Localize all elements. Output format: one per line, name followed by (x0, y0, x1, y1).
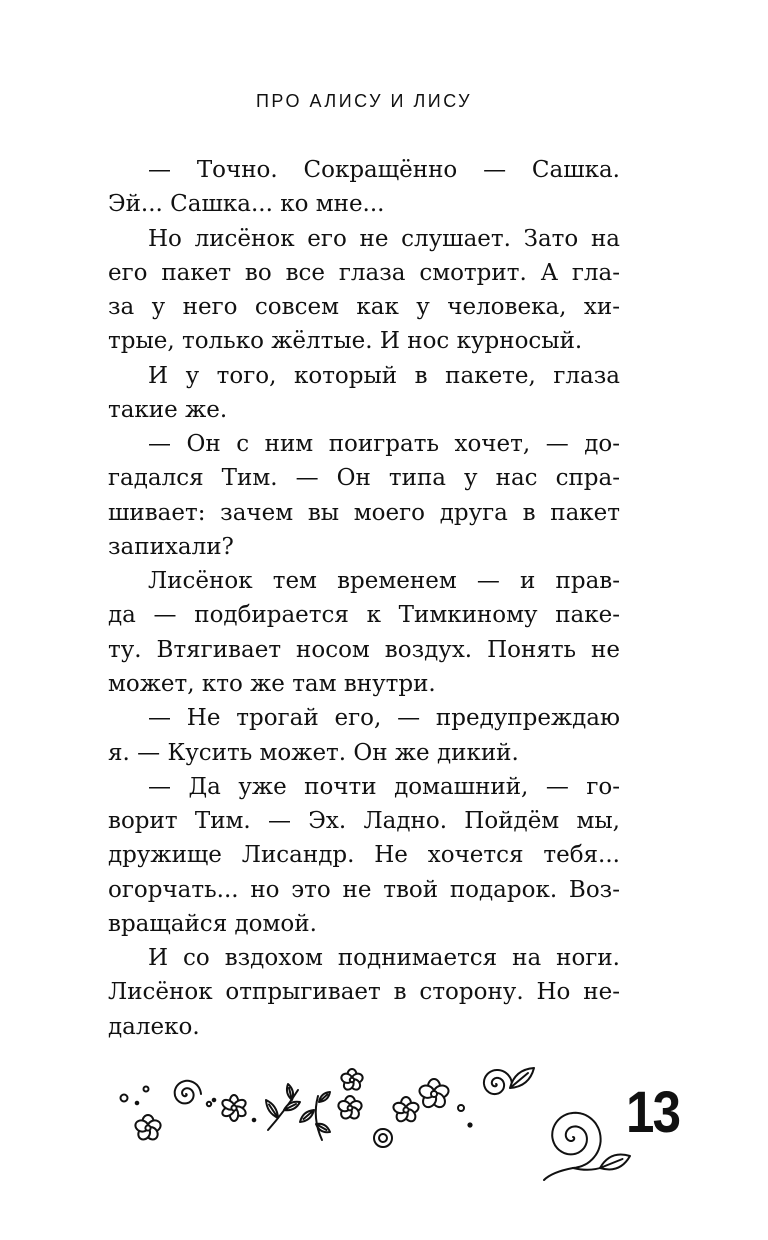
leaf-icon (510, 1068, 534, 1088)
text-line: гадался Тим. — Он типа у нас спра- (108, 465, 620, 492)
text-line: — Не трогай его, — предупреждаю (148, 705, 620, 732)
text-line: запихали? (108, 533, 234, 560)
paragraph (108, 222, 620, 359)
dot-icon (207, 1102, 211, 1106)
text-line: трые, только жёлтые. И нос курносый. (108, 328, 583, 355)
running-header: ПРО АЛИСУ И ЛИСУ (255, 91, 473, 111)
body-text (108, 153, 620, 1044)
text-line: дружище Лисандр. Не хочется тебя... (108, 842, 620, 869)
leaf-icon (300, 1092, 330, 1140)
leaf-icon (266, 1084, 300, 1130)
text-line: Но лисёнок его не слушает. Зато на (148, 225, 620, 252)
text-line: И со вздохом поднимается на ноги. (148, 945, 620, 972)
flower-icon (221, 1095, 248, 1121)
dot-icon (121, 1087, 149, 1105)
paragraph (108, 770, 620, 941)
flower-center (231, 1105, 236, 1110)
text-line: — Он с ним поиграть хочет, — до- (148, 431, 620, 458)
paragraph (108, 701, 620, 770)
spiral-icon (552, 1113, 600, 1168)
text-line: Лисёнок тем временем — и прав- (148, 568, 620, 595)
text-line: далеко. (108, 1013, 200, 1040)
text-line: вращайся домой. (108, 910, 317, 937)
page-number: 13 (626, 1080, 680, 1145)
flower-center (350, 1078, 354, 1082)
text-line: ту. Втягивает носом воздух. Понять не (108, 636, 620, 663)
floral-ornament (0, 1040, 640, 1240)
paragraph (108, 564, 620, 701)
text-line: И у того, который в пакете, глаза (148, 362, 620, 389)
text-line: огорчать... но это не твой подарок. Воз- (108, 876, 620, 903)
dot-icon (458, 1105, 472, 1127)
flower-icon (337, 1096, 363, 1121)
leaf-icon (600, 1155, 630, 1170)
paragraph (108, 427, 620, 564)
text-line: может, кто же там внутри. (108, 670, 436, 697)
text-line: Лисёнок отпрыгивает в сторону. Но не- (108, 979, 620, 1006)
spiral-icon (484, 1070, 512, 1094)
text-line: да — подбирается к Тимкиному паке- (108, 602, 620, 629)
flower-center (403, 1107, 408, 1112)
paragraph (108, 153, 620, 222)
flower-icon (134, 1115, 162, 1142)
paragraph (108, 941, 620, 1044)
flower-center (431, 1091, 437, 1097)
flower-center (348, 1106, 353, 1111)
circle-icon (374, 1129, 392, 1147)
flower-center (145, 1125, 150, 1130)
paragraph (108, 359, 620, 428)
text-line: — Точно. Сокращённо — Сашка. (148, 157, 620, 183)
text-line: Эй... Сашка... ко мне... (108, 191, 385, 218)
flower-icon (418, 1079, 450, 1110)
spiral-icon (175, 1081, 201, 1104)
text-line: я. — Кусить может. Он же дикий. (108, 739, 519, 766)
text-line: за у него совсем как у человека, хи- (108, 294, 620, 321)
spiral-tail (544, 1168, 573, 1180)
text-line: такие же. (108, 396, 228, 423)
text-line: — Да уже почти домашний, — го- (148, 773, 620, 800)
flower-icon (340, 1069, 364, 1092)
text-line: ворит Тим. — Эх. Ладно. Пойдём мы, (108, 808, 620, 835)
text-line: шивает: зачем вы моего друга в пакет (108, 499, 620, 526)
flower-icon (392, 1097, 420, 1123)
text-line: его пакет во все глаза смотрит. А гла- (108, 259, 620, 286)
